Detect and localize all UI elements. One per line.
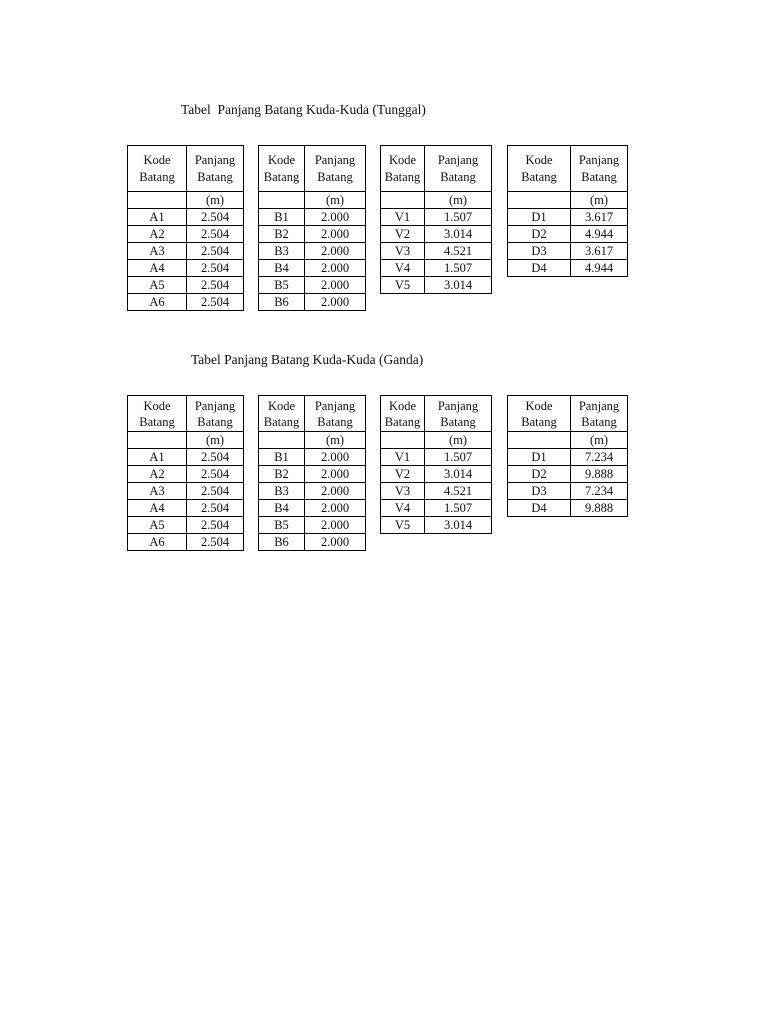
header-panjang-batang	[305, 396, 366, 432]
table-row	[508, 466, 628, 483]
panjang-cell: 2.000	[305, 243, 366, 260]
table-row	[128, 209, 244, 226]
unit-cell: (m)	[305, 432, 366, 449]
unit-row	[508, 192, 628, 209]
table-row	[128, 517, 244, 534]
table-row	[381, 483, 492, 500]
kode-cell: B4	[259, 260, 305, 277]
panjang-cell: 1.507	[425, 449, 492, 466]
header-row	[128, 396, 244, 432]
table-row	[508, 243, 628, 260]
header-row	[508, 146, 628, 192]
unit-row	[259, 192, 366, 209]
kode-cell: D1	[508, 209, 571, 226]
header-kode-batang	[508, 396, 571, 432]
header-kode-line2: Batang	[139, 414, 175, 429]
header-panjang-line1: Panjang	[578, 152, 620, 167]
header-panjang-batang	[425, 396, 492, 432]
panjang-cell: 2.504	[187, 449, 244, 466]
table-row	[259, 517, 366, 534]
header-panjang-batang	[425, 146, 492, 192]
panjang-cell: 2.000	[305, 226, 366, 243]
panjang-cell: 2.000	[305, 466, 366, 483]
kode-cell: B6	[259, 534, 305, 551]
table-row	[381, 449, 492, 466]
table-row	[259, 226, 366, 243]
table-row	[128, 483, 244, 500]
header-panjang-line2: Batang	[317, 169, 353, 184]
panjang-cell: 2.000	[305, 209, 366, 226]
unit-row	[259, 432, 366, 449]
header-panjang-batang	[571, 146, 628, 192]
kode-cell: B6	[259, 294, 305, 311]
panjang-cell: 2.504	[187, 209, 244, 226]
header-panjang-line1: Panjang	[437, 152, 479, 167]
header-kode-batang	[259, 396, 305, 432]
panjang-cell: 2.504	[187, 226, 244, 243]
table-row	[381, 517, 492, 534]
table-row	[128, 243, 244, 260]
header-panjang-line2: Batang	[317, 414, 353, 429]
kode-cell: V3	[381, 243, 425, 260]
panjang-cell: 1.507	[425, 209, 492, 226]
kode-cell: D3	[508, 483, 571, 500]
header-kode-line1: Kode	[525, 398, 553, 413]
header-kode-line1: Kode	[267, 398, 296, 413]
unit-cell: (m)	[571, 432, 628, 449]
panjang-cell: 9.888	[571, 466, 628, 483]
table-row	[259, 260, 366, 277]
unit-row	[508, 432, 628, 449]
table-row	[128, 500, 244, 517]
panjang-cell: 2.000	[305, 449, 366, 466]
kode-cell: B3	[259, 483, 305, 500]
panjang-cell: 2.000	[305, 277, 366, 294]
header-panjang-line2: Batang	[581, 414, 617, 429]
panjang-cell: 3.014	[425, 226, 492, 243]
kode-cell: A4	[128, 500, 187, 517]
kode-cell: V2	[381, 466, 425, 483]
header-panjang-line1: Panjang	[437, 398, 479, 413]
header-panjang-batang	[305, 146, 366, 192]
unit-blank-cell	[381, 192, 425, 209]
panjang-cell: 3.014	[425, 466, 492, 483]
header-panjang-line2: Batang	[581, 169, 617, 184]
header-panjang-line2: Batang	[440, 169, 476, 184]
unit-cell: (m)	[187, 192, 244, 209]
panjang-cell: 2.504	[187, 294, 244, 311]
table-row	[381, 209, 492, 226]
kode-cell: D2	[508, 226, 571, 243]
unit-cell: (m)	[425, 432, 492, 449]
kode-cell: B4	[259, 500, 305, 517]
header-kode-line2: Batang	[384, 169, 421, 184]
unit-row	[128, 432, 244, 449]
kode-cell: B5	[259, 517, 305, 534]
kode-cell: V2	[381, 226, 425, 243]
panjang-cell: 4.944	[571, 226, 628, 243]
panjang-cell: 1.507	[425, 260, 492, 277]
table-row	[259, 534, 366, 551]
panjang-cell: 3.617	[571, 243, 628, 260]
kode-cell: B1	[259, 449, 305, 466]
panjang-cell: 7.234	[571, 449, 628, 466]
panjang-cell: 2.504	[187, 517, 244, 534]
panjang-cell: 2.000	[305, 260, 366, 277]
panjang-cell: 2.000	[305, 483, 366, 500]
kode-cell: A5	[128, 277, 187, 294]
table-row	[259, 209, 366, 226]
header-kode-line2: Batang	[384, 414, 421, 429]
unit-blank-cell	[128, 432, 187, 449]
unit-row	[381, 432, 492, 449]
unit-row	[128, 192, 244, 209]
header-panjang-batang	[187, 146, 244, 192]
header-kode-line2: Batang	[521, 414, 557, 429]
panjang-cell: 2.504	[187, 277, 244, 294]
header-kode-line2: Batang	[263, 169, 300, 184]
header-panjang-line2: Batang	[440, 414, 476, 429]
header-kode-batang	[259, 146, 305, 192]
kode-cell: A6	[128, 534, 187, 551]
panjang-cell: 2.000	[305, 294, 366, 311]
table-row	[259, 466, 366, 483]
kode-cell: V5	[381, 277, 425, 294]
table-row	[381, 500, 492, 517]
header-panjang-line2: Batang	[197, 169, 233, 184]
header-kode-batang	[508, 146, 571, 192]
title-tunggal: Tabel Panjang Batang Kuda-Kuda (Tunggal)	[181, 102, 426, 117]
table-row	[508, 500, 628, 517]
unit-blank-cell	[381, 432, 425, 449]
table-ganda-b	[258, 395, 366, 551]
kode-cell: A5	[128, 517, 187, 534]
table-row	[128, 277, 244, 294]
kode-cell: V3	[381, 483, 425, 500]
panjang-cell: 2.000	[305, 500, 366, 517]
panjang-cell: 4.944	[571, 260, 628, 277]
panjang-cell: 1.507	[425, 500, 492, 517]
header-panjang-line1: Panjang	[194, 398, 236, 413]
table-row	[508, 483, 628, 500]
kode-cell: D3	[508, 243, 571, 260]
panjang-cell: 4.521	[425, 243, 492, 260]
panjang-cell: 2.504	[187, 243, 244, 260]
panjang-cell: 2.504	[187, 483, 244, 500]
header-row	[128, 146, 244, 192]
header-panjang-line1: Panjang	[314, 152, 356, 167]
panjang-cell: 2.504	[187, 260, 244, 277]
table-row	[259, 294, 366, 311]
table-row	[259, 483, 366, 500]
header-kode-line1: Kode	[143, 152, 171, 167]
kode-cell: A3	[128, 243, 187, 260]
kode-cell: D1	[508, 449, 571, 466]
table-row	[128, 226, 244, 243]
kode-cell: B3	[259, 243, 305, 260]
panjang-cell: 2.000	[305, 534, 366, 551]
unit-cell: (m)	[187, 432, 244, 449]
header-panjang-line1: Panjang	[314, 398, 356, 413]
table-row	[128, 449, 244, 466]
panjang-cell: 2.000	[305, 517, 366, 534]
header-panjang-line1: Panjang	[578, 398, 620, 413]
kode-cell: V1	[381, 449, 425, 466]
panjang-cell: 2.504	[187, 466, 244, 483]
header-kode-line2: Batang	[263, 414, 300, 429]
kode-cell: B5	[259, 277, 305, 294]
unit-blank-cell	[259, 192, 305, 209]
header-kode-line1: Kode	[388, 398, 417, 413]
table-tunggal-a	[127, 145, 244, 311]
kode-cell: A2	[128, 226, 187, 243]
unit-blank-cell	[128, 192, 187, 209]
table-ganda-v	[380, 395, 492, 534]
header-row	[259, 396, 366, 432]
panjang-cell: 3.014	[425, 277, 492, 294]
table-row	[381, 466, 492, 483]
kode-cell: V5	[381, 517, 425, 534]
panjang-cell: 4.521	[425, 483, 492, 500]
unit-blank-cell	[259, 432, 305, 449]
header-kode-line2: Batang	[521, 169, 557, 184]
unit-blank-cell	[508, 192, 571, 209]
header-row	[259, 146, 366, 192]
panjang-cell: 2.504	[187, 500, 244, 517]
table-ganda-a	[127, 395, 244, 551]
header-kode-line1: Kode	[267, 152, 296, 167]
kode-cell: B2	[259, 226, 305, 243]
panjang-cell: 2.504	[187, 534, 244, 551]
header-kode-line2: Batang	[139, 169, 175, 184]
table-row	[128, 534, 244, 551]
table-row	[381, 260, 492, 277]
kode-cell: A1	[128, 209, 187, 226]
header-kode-batang	[381, 146, 425, 192]
table-ganda-d	[507, 395, 628, 517]
panjang-cell: 3.014	[425, 517, 492, 534]
unit-cell: (m)	[425, 192, 492, 209]
kode-cell: A3	[128, 483, 187, 500]
header-panjang-line1: Panjang	[194, 152, 236, 167]
header-row	[381, 396, 492, 432]
table-row	[508, 226, 628, 243]
kode-cell: D2	[508, 466, 571, 483]
unit-cell: (m)	[571, 192, 628, 209]
unit-row	[381, 192, 492, 209]
header-panjang-line2: Batang	[197, 414, 233, 429]
kode-cell: A1	[128, 449, 187, 466]
header-row	[508, 396, 628, 432]
unit-blank-cell	[508, 432, 571, 449]
header-panjang-batang	[187, 396, 244, 432]
panjang-cell: 9.888	[571, 500, 628, 517]
unit-cell: (m)	[305, 192, 366, 209]
kode-cell: D4	[508, 500, 571, 517]
header-row	[381, 146, 492, 192]
header-kode-line1: Kode	[525, 152, 553, 167]
table-row	[381, 226, 492, 243]
kode-cell: A2	[128, 466, 187, 483]
table-row	[128, 260, 244, 277]
table-row	[259, 243, 366, 260]
table-row	[259, 277, 366, 294]
kode-cell: B1	[259, 209, 305, 226]
header-kode-batang	[381, 396, 425, 432]
header-kode-batang	[128, 146, 187, 192]
panjang-cell: 7.234	[571, 483, 628, 500]
header-kode-batang	[128, 396, 187, 432]
panjang-cell: 3.617	[571, 209, 628, 226]
table-row	[259, 500, 366, 517]
table-row	[508, 449, 628, 466]
table-row	[128, 294, 244, 311]
kode-cell: D4	[508, 260, 571, 277]
table-row	[381, 243, 492, 260]
kode-cell: V4	[381, 500, 425, 517]
header-kode-line1: Kode	[143, 398, 171, 413]
table-row	[259, 449, 366, 466]
table-row	[381, 277, 492, 294]
title-ganda: Tabel Panjang Batang Kuda-Kuda (Ganda)	[191, 352, 424, 367]
table-row	[508, 209, 628, 226]
header-panjang-batang	[571, 396, 628, 432]
kode-cell: V4	[381, 260, 425, 277]
table-tunggal-v	[380, 145, 492, 294]
table-tunggal-b	[258, 145, 366, 311]
table-tunggal-d	[507, 145, 628, 277]
header-kode-line1: Kode	[388, 152, 417, 167]
kode-cell: V1	[381, 209, 425, 226]
table-row	[508, 260, 628, 277]
kode-cell: A4	[128, 260, 187, 277]
kode-cell: A6	[128, 294, 187, 311]
table-row	[128, 466, 244, 483]
kode-cell: B2	[259, 466, 305, 483]
